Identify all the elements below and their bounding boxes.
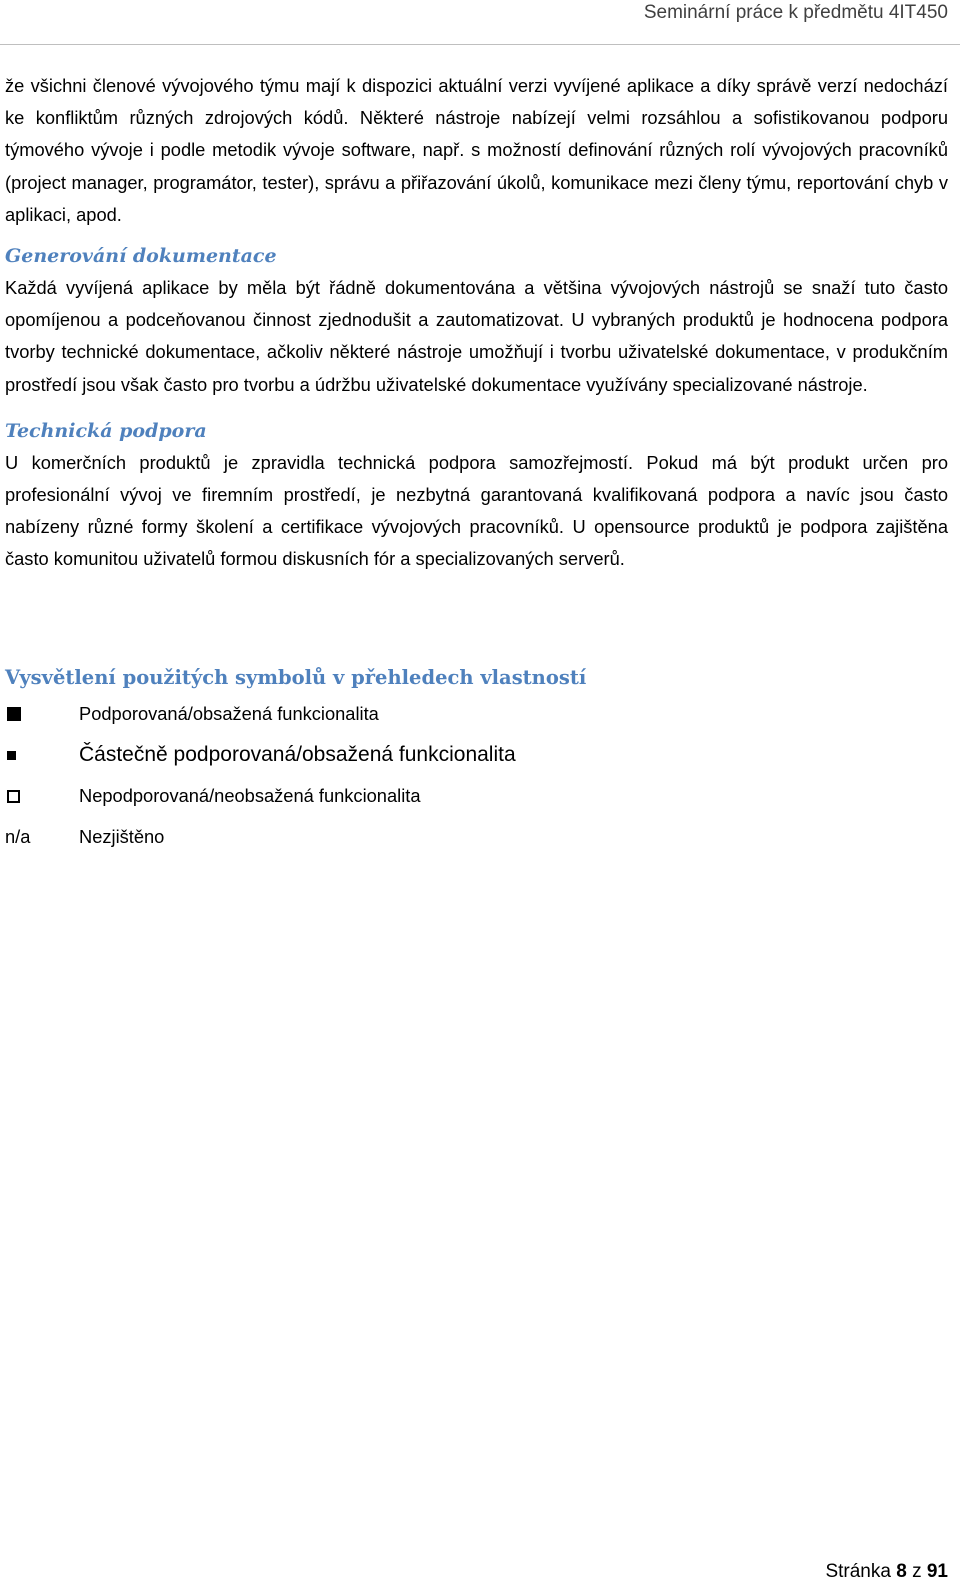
intro-paragraph: že všichni členové vývojového týmu mají k dispozici aktuální verzi vyvíjené aplikace a díky správě verzí nedochází ke konfliktům různých zdrojových kódů. Některé nástroje nabízejí velmi rozsáhlou a sofistikovanou podporu týmového vývoje i podle metodik vývoje software, např. s možností definování různých rolí vývojových pracovníků (project manager, programátor, tester), správu a přiřazování úkolů, komunikace mezi členy týmu, reportování chyb v aplikaci, apod. xyxy=(5,75,948,225)
page-footer xyxy=(825,1561,948,1583)
header-divider xyxy=(0,44,960,45)
legend-label: Částečně podporovaná/obsažená funkcionalita xyxy=(79,743,516,767)
legend-item-partial xyxy=(5,735,948,776)
section-heading-technicka: Technická podpora xyxy=(5,419,207,442)
filled-square-icon xyxy=(7,707,21,721)
section-paragraph-technicka: U komerčních produktů je zpravidla technická podpora samozřejmostí. Pokud má být produkt určen pro profesionální vývoj ve firemním prostředí, je nezbytná garantovaná kvalifikovaná podpora a navíc jsou často nabízeny různé formy školení a certifikace vývojových pracovníků. U opensource produktů je podpora zajištěna často komunitou uživatelů formou diskusních fór a specializovaných serverů. xyxy=(5,451,948,570)
legend-label: Nepodporovaná/neobsažená funkcionalita xyxy=(79,785,421,807)
legend-label: Podporovaná/obsažená funkcionalita xyxy=(79,703,379,725)
small-square-icon xyxy=(7,751,16,760)
legend-item-supported xyxy=(5,694,948,735)
symbol-legend xyxy=(5,694,948,858)
legend-item-unknown xyxy=(5,817,948,858)
footer-prefix: Stránka xyxy=(825,1561,891,1582)
empty-square-icon xyxy=(7,790,20,803)
footer-total-pages: 91 xyxy=(926,1561,948,1582)
na-symbol: n/a xyxy=(5,826,31,848)
section-heading-generovani: Generování dokumentace xyxy=(5,245,277,268)
legend-label: Nezjištěno xyxy=(79,826,165,848)
legend-title: Vysvětlení použitých symbolů v přehledech vlastností xyxy=(5,665,587,689)
legend-item-unsupported xyxy=(5,776,948,817)
section-paragraph-generovani: Každá vyvíjená aplikace by měla být řádně dokumentována a většina vývojových nástrojů se snaží tuto často opomíjenou a podceňovanou činnost zjednodušit a zautomatizovat. U vybraných produktů je hodnocena podpora tvorby technické dokumentace, ačkoliv některé nástroje umožňují i tvorbu uživatelské dokumentace, v produkčním prostředí jsou však často pro tvorbu a údržbu uživatelské dokumentace využívány specializované nástroje. xyxy=(5,277,948,395)
page-content xyxy=(5,70,948,858)
footer-separator: z xyxy=(912,1561,922,1582)
footer-current-page: 8 xyxy=(896,1561,907,1582)
running-header: Seminární práce k předmětu 4IT450 xyxy=(643,2,948,23)
